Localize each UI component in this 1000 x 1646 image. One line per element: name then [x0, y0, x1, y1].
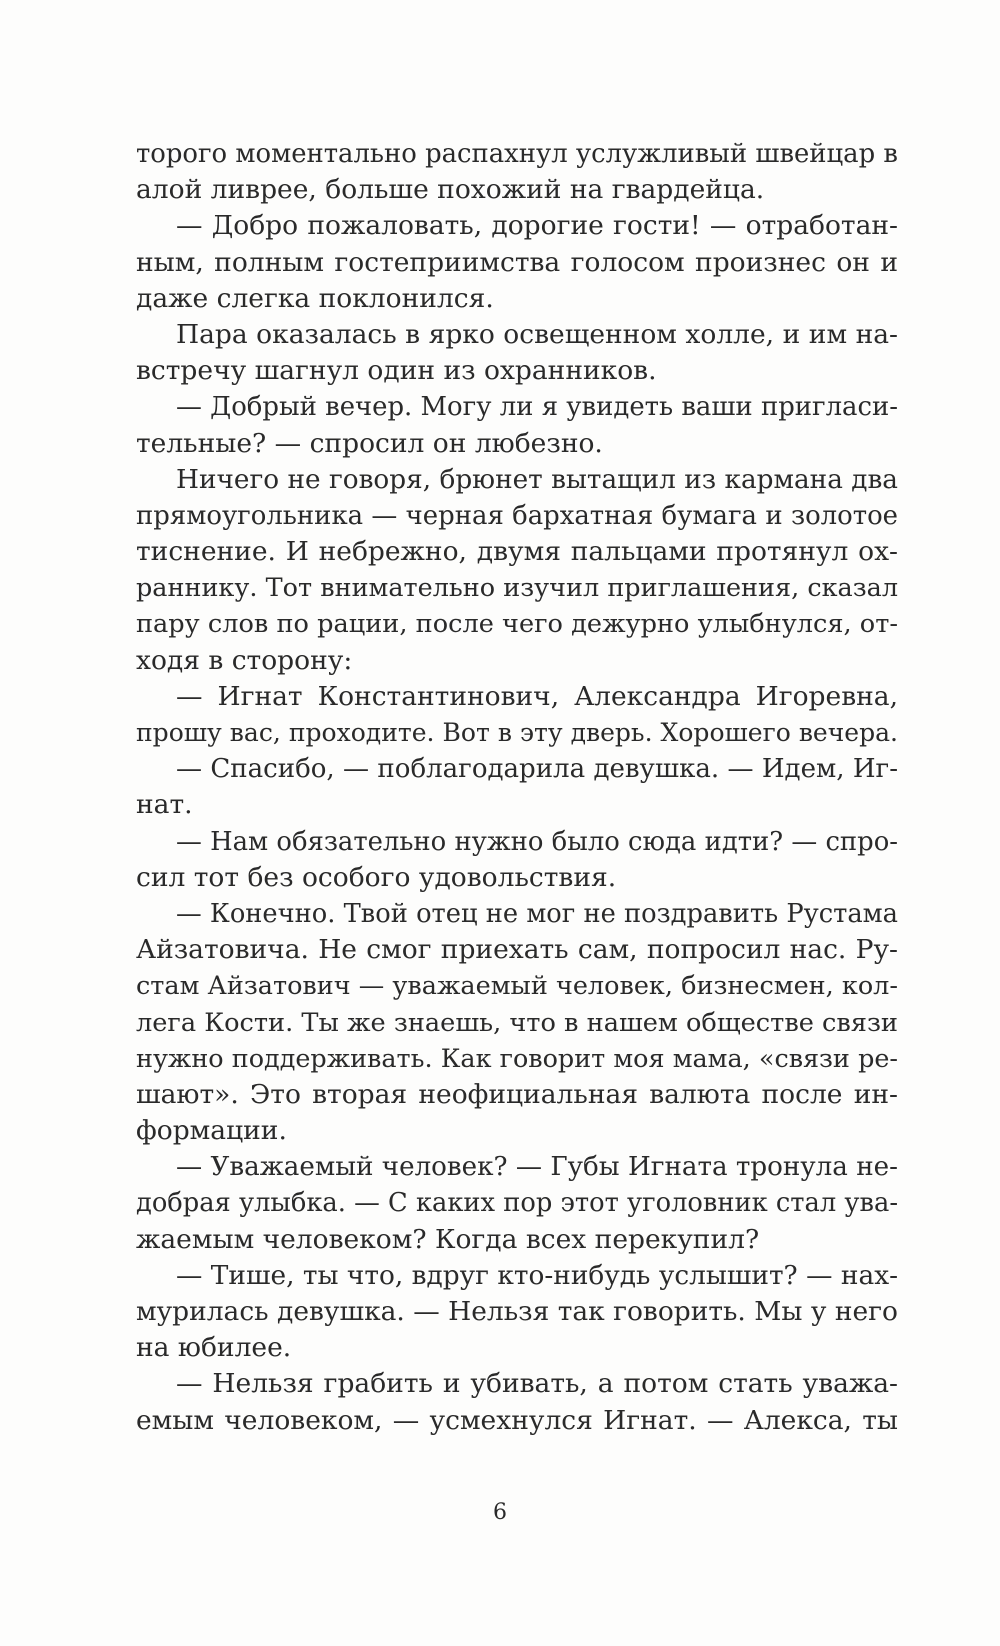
text-line: стам Айзатович — уважаемый человек, бизнесмен, кол- — [136, 971, 898, 1002]
text-line: — Спасибо, — поблагодарила девушка. — Идем, Иг- — [176, 754, 898, 785]
text-line: на юбилее. — [136, 1332, 292, 1364]
text-line: — Добрый вечер. Могу ли я увидеть ваши пригласи- — [176, 392, 898, 423]
text-line: нат. — [136, 789, 193, 821]
text-line: встречу шагнул один из охранников. — [136, 355, 657, 387]
text-line: нужно поддерживать. Как говорит моя мама, «связи ре- — [136, 1043, 898, 1074]
page-number: 6 — [493, 1500, 507, 1525]
text-line: — Нам обязательно нужно было сюда идти? — спро- — [176, 826, 898, 857]
text-line: емым человеком, — усмехнулся Игнат. — Алекса, ты — [136, 1404, 898, 1436]
text-line: — Добро пожаловать, дорогие гости! — отработан- — [176, 210, 898, 242]
text-line: — Уважаемый человек? — Губы Игната тронула не- — [176, 1152, 898, 1183]
text-line: шают». Это вторая неофициальная валюта после ин- — [136, 1078, 898, 1110]
text-line: ным, полным гостеприимства голосом произнес он и — [136, 246, 898, 278]
text-line: мурилась девушка. — Нельзя так говорить. Мы у него — [136, 1296, 898, 1327]
text-line: формации. — [136, 1115, 287, 1147]
text-line: сил тот без особого удовольствия. — [136, 861, 617, 893]
text-line: раннику. Тот внимательно изучил приглашения, сказал — [136, 573, 898, 604]
text-line: — Конечно. Твой отец не мог не поздравить Рустама — [176, 898, 898, 929]
text-line: прошу вас, проходите. Вот в эту дверь. Хорошего вечера. — [136, 718, 898, 747]
text-line: прямоугольника — черная бархатная бумага и золотое — [136, 500, 898, 531]
text-line: Айзатовича. Не смог приехать сам, попросил нас. Ру- — [136, 934, 898, 966]
text-line: — Игнат Константинович, Александра Игоревна, — [176, 680, 898, 712]
text-line: жаемым человеком? Когда всех перекупил? — [136, 1223, 760, 1255]
text-line: — Тише, ты что, вдруг кто-нибудь услышит? — нах- — [176, 1260, 898, 1291]
text-line: Ничего не говоря, брюнет вытащил из кармана два — [176, 464, 898, 495]
body-text — [136, 136, 898, 1439]
text-line: лега Кости. Ты же знаешь, что в нашем обществе связи — [136, 1007, 898, 1038]
text-line: пару слов по рации, после чего дежурно улыбнулся, от- — [136, 609, 898, 640]
text-line: — Нельзя грабить и убивать, а потом стать уважа- — [176, 1368, 898, 1400]
text-line: даже слегка поклонился. — [136, 282, 494, 314]
text-line: торого моментально распахнул услужливый швейцар в — [136, 139, 898, 169]
text-line: ходя в сторону: — [136, 644, 353, 676]
text-line: Пара оказалась в ярко освещенном холле, и им на- — [176, 318, 898, 350]
text-line: тиснение. И небрежно, двумя пальцами протянул ох- — [136, 536, 898, 568]
text-line: алой ливрее, больше похожий на гвардейца. — [136, 174, 765, 206]
text-line: добрая улыбка. — С каких пор этот уголовник стал ува- — [136, 1188, 898, 1219]
text-line: тельные? — спросил он любезно. — [136, 427, 603, 459]
